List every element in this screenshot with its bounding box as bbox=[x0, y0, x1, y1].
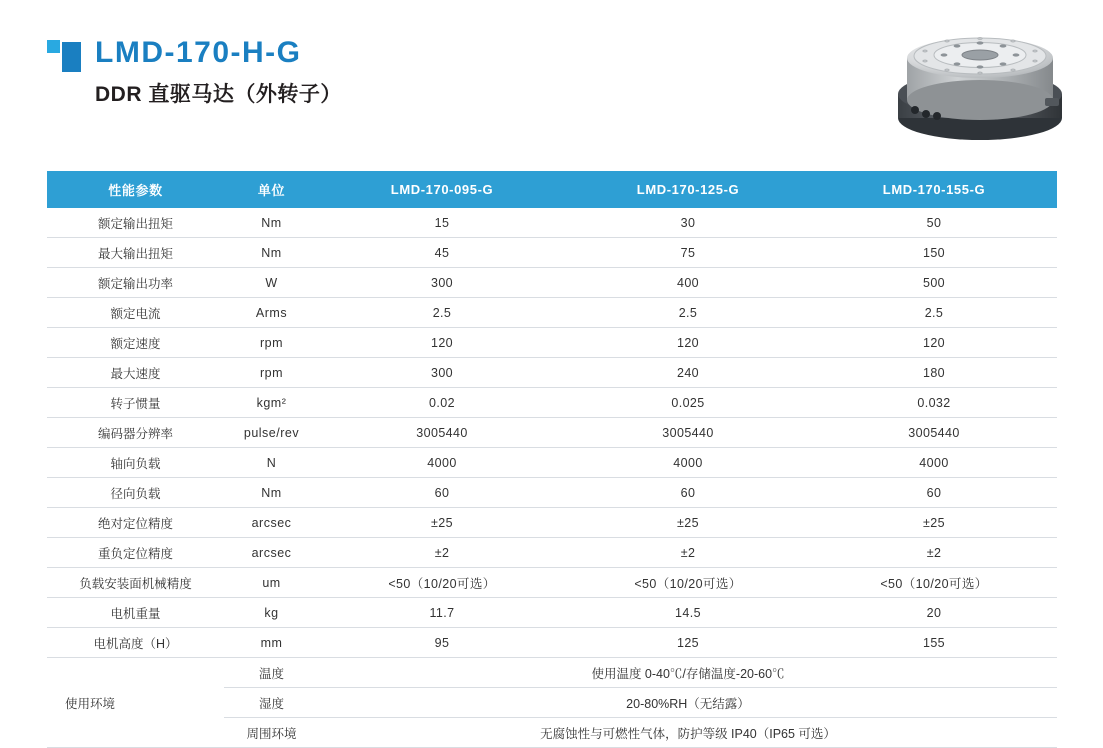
environment-item-name: 温度 bbox=[224, 658, 319, 688]
row-value-155: ±2 bbox=[811, 538, 1057, 568]
column-header-model-125: LMD-170-125-G bbox=[565, 171, 811, 208]
row-value-095: ±2 bbox=[319, 538, 565, 568]
table-row-environment-temperature bbox=[47, 658, 1057, 688]
row-param: 额定输出扭矩 bbox=[47, 208, 224, 238]
column-header-model-095: LMD-170-095-G bbox=[319, 171, 565, 208]
table-row bbox=[47, 508, 1057, 538]
row-unit: rpm bbox=[224, 328, 319, 358]
row-param: 额定输出功率 bbox=[47, 268, 224, 298]
row-value-095: 300 bbox=[319, 358, 565, 388]
table-row bbox=[47, 208, 1057, 238]
spec-table-container bbox=[47, 171, 1057, 748]
table-row bbox=[47, 568, 1057, 598]
row-value-155: 150 bbox=[811, 238, 1057, 268]
row-value-155: 180 bbox=[811, 358, 1057, 388]
environment-item-value: 使用温度 0-40℃/存储温度-20-60℃ bbox=[319, 658, 1057, 688]
row-value-125: 2.5 bbox=[565, 298, 811, 328]
row-unit: mm bbox=[224, 628, 319, 658]
page-subtitle: DDR 直驱马达（外转子） bbox=[95, 83, 342, 106]
title-block bbox=[95, 36, 342, 110]
row-value-095: 2.5 bbox=[319, 298, 565, 328]
row-value-095: 60 bbox=[319, 478, 565, 508]
row-param: 绝对定位精度 bbox=[47, 508, 224, 538]
row-value-095: ±25 bbox=[319, 508, 565, 538]
brand-logo-icon bbox=[47, 40, 81, 72]
row-param: 负载安装面机械精度 bbox=[47, 568, 224, 598]
row-param: 轴向负载 bbox=[47, 448, 224, 478]
table-row bbox=[47, 478, 1057, 508]
row-value-095: 4000 bbox=[319, 448, 565, 478]
environment-label: 使用环境 bbox=[47, 658, 224, 748]
row-value-125: ±25 bbox=[565, 508, 811, 538]
row-value-125: 60 bbox=[565, 478, 811, 508]
table-row bbox=[47, 388, 1057, 418]
table-row bbox=[47, 328, 1057, 358]
row-unit: Nm bbox=[224, 238, 319, 268]
environment-item-name: 湿度 bbox=[224, 688, 319, 718]
row-param: 转子惯量 bbox=[47, 388, 224, 418]
column-header-unit: 单位 bbox=[224, 171, 319, 208]
row-value-125: 400 bbox=[565, 268, 811, 298]
row-param: 最大输出扭矩 bbox=[47, 238, 224, 268]
row-param: 额定速度 bbox=[47, 328, 224, 358]
environment-item-value: 无腐蚀性与可燃性气体，防护等级 IP40（IP65 可选） bbox=[319, 718, 1057, 748]
table-row bbox=[47, 268, 1057, 298]
table-row bbox=[47, 358, 1057, 388]
row-param: 径向负载 bbox=[47, 478, 224, 508]
row-value-125: 120 bbox=[565, 328, 811, 358]
table-row bbox=[47, 298, 1057, 328]
table-header-row bbox=[47, 171, 1057, 208]
table-row bbox=[47, 598, 1057, 628]
row-value-125: 75 bbox=[565, 238, 811, 268]
row-param: 电机高度（H） bbox=[47, 628, 224, 658]
row-unit: N bbox=[224, 448, 319, 478]
table-row bbox=[47, 418, 1057, 448]
row-param: 重负定位精度 bbox=[47, 538, 224, 568]
row-value-125: 30 bbox=[565, 208, 811, 238]
environment-item-value: 20-80%RH（无结露） bbox=[319, 688, 1057, 718]
row-param: 编码器分辨率 bbox=[47, 418, 224, 448]
row-unit: arcsec bbox=[224, 538, 319, 568]
row-value-155: 0.032 bbox=[811, 388, 1057, 418]
row-value-155: <50（10/20可选） bbox=[811, 568, 1057, 598]
row-unit: kgm² bbox=[224, 388, 319, 418]
row-unit: Nm bbox=[224, 208, 319, 238]
page-title: LMD-170-H-G bbox=[95, 36, 302, 69]
row-value-155: 60 bbox=[811, 478, 1057, 508]
table-row bbox=[47, 628, 1057, 658]
row-value-125: 4000 bbox=[565, 448, 811, 478]
row-value-125: ±2 bbox=[565, 538, 811, 568]
row-param: 额定电流 bbox=[47, 298, 224, 328]
logo-square-large-icon bbox=[62, 42, 81, 72]
row-value-095: 95 bbox=[319, 628, 565, 658]
row-unit: rpm bbox=[224, 358, 319, 388]
table-row bbox=[47, 538, 1057, 568]
row-value-155: 155 bbox=[811, 628, 1057, 658]
row-value-095: <50（10/20可选） bbox=[319, 568, 565, 598]
row-unit: W bbox=[224, 268, 319, 298]
row-unit: kg bbox=[224, 598, 319, 628]
row-unit: Nm bbox=[224, 478, 319, 508]
row-value-155: 2.5 bbox=[811, 298, 1057, 328]
row-value-155: 50 bbox=[811, 208, 1057, 238]
row-unit: um bbox=[224, 568, 319, 598]
row-unit: pulse/rev bbox=[224, 418, 319, 448]
row-value-155: 500 bbox=[811, 268, 1057, 298]
row-value-125: 240 bbox=[565, 358, 811, 388]
row-value-095: 3005440 bbox=[319, 418, 565, 448]
table-row bbox=[47, 238, 1057, 268]
row-value-095: 300 bbox=[319, 268, 565, 298]
page-header bbox=[0, 0, 1103, 150]
row-value-125: 125 bbox=[565, 628, 811, 658]
row-value-095: 0.02 bbox=[319, 388, 565, 418]
row-value-155: 120 bbox=[811, 328, 1057, 358]
row-value-155: 4000 bbox=[811, 448, 1057, 478]
table-body bbox=[47, 208, 1057, 748]
row-param: 最大速度 bbox=[47, 358, 224, 388]
row-unit: arcsec bbox=[224, 508, 319, 538]
row-value-095: 11.7 bbox=[319, 598, 565, 628]
column-header-param: 性能参数 bbox=[47, 171, 224, 208]
spec-table bbox=[47, 171, 1057, 748]
row-value-125: 0.025 bbox=[565, 388, 811, 418]
column-header-model-155: LMD-170-155-G bbox=[811, 171, 1057, 208]
table-row bbox=[47, 448, 1057, 478]
product-photo bbox=[885, 2, 1075, 147]
row-value-095: 120 bbox=[319, 328, 565, 358]
row-value-095: 15 bbox=[319, 208, 565, 238]
row-value-155: 20 bbox=[811, 598, 1057, 628]
row-value-125: 14.5 bbox=[565, 598, 811, 628]
row-value-155: 3005440 bbox=[811, 418, 1057, 448]
logo-square-small-icon bbox=[47, 40, 60, 53]
row-value-155: ±25 bbox=[811, 508, 1057, 538]
row-unit: Arms bbox=[224, 298, 319, 328]
row-param: 电机重量 bbox=[47, 598, 224, 628]
environment-item-name: 周围环境 bbox=[224, 718, 319, 748]
row-value-125: <50（10/20可选） bbox=[565, 568, 811, 598]
row-value-125: 3005440 bbox=[565, 418, 811, 448]
row-value-095: 45 bbox=[319, 238, 565, 268]
